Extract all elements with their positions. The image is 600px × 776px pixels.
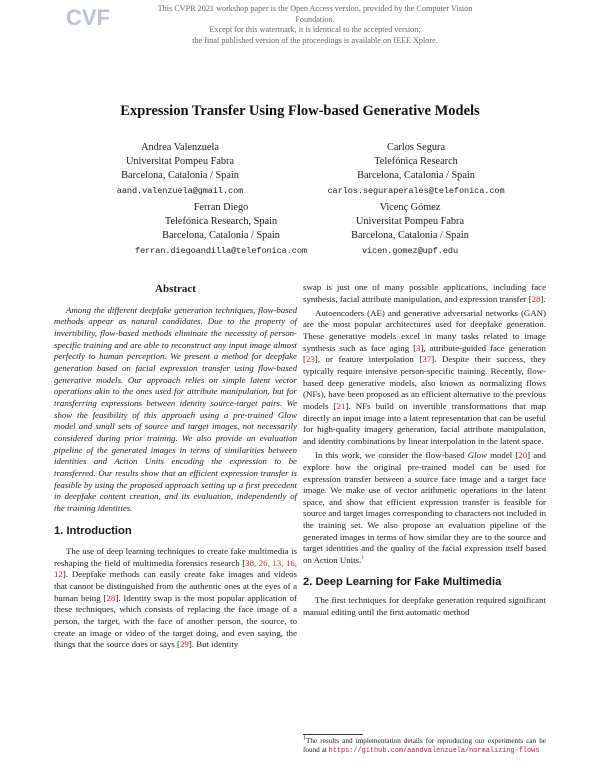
section-heading: 2. Deep Learning for Fake Multimedia (303, 575, 502, 588)
paragraph: The first techniques for deepfake generation required significant manual editing until the first automatic method (303, 595, 546, 618)
citation-link[interactable]: 28 (106, 592, 116, 603)
author-block (60, 141, 300, 198)
text-run: ]. But identity (188, 639, 239, 650)
right-column (303, 282, 546, 621)
author-email[interactable]: carlos.seguraperales@telefonica.com (327, 185, 505, 196)
abstract-heading: Abstract (155, 283, 196, 295)
paragraph (54, 546, 297, 651)
watermark-line: the final published version of the proceedings is available on IEEE Xplore. (192, 35, 438, 45)
author-location: Barcelona, Catalonia / Spain (351, 230, 469, 242)
paragraph (303, 282, 546, 305)
paragraph (303, 308, 546, 448)
author-email[interactable]: vicen.gomez@upf.edu (361, 245, 459, 256)
footnote-text: The results and implementation details for reproducing our experiments can be found at (303, 737, 546, 755)
author-email[interactable]: ferran.diegoandilla@telefonica.com (135, 245, 307, 256)
cvf-logo-icon (66, 6, 110, 28)
footnote (303, 737, 546, 757)
author-location: Barcelona, Catalonia / Spain (162, 230, 280, 242)
text-run: Glow (467, 450, 487, 461)
footnote-mark: 1 (303, 735, 306, 742)
author-location: Barcelona, Catalonia / Spain (357, 170, 475, 182)
text-run: Autoencoders (AE) and generative adversarial networks (GAN) are the most popular architectures used for deepfake generation. These generative models excel in many tasks related to image synthesis such as face aging [ (303, 307, 546, 353)
text-run: ]. Identity swap is the most popular application of these techniques, which consists of replacing the face image of a person, the target, with the face of another person, the source, to create an image or video of the target doing, and even saying, the things that the source does or says [ (54, 592, 297, 650)
paragraph (303, 450, 546, 567)
text-run: In this work, we consider the flow-based (315, 450, 468, 461)
watermark-line: This CVPR 2021 workshop paper is the Open Access version, provided by the Computer Vision Foundation. (157, 4, 473, 24)
author-name: Ferran Diego (193, 202, 249, 213)
text-run: ]. Despite their success, they typically require intensive person-specific training. Recently, flow-based deep generative models, also known as normalizing flows (NFs), have been proposed as an efficient alternative to the previous models [ (303, 354, 546, 412)
watermark (150, 4, 480, 46)
author-affiliation: Universitat Pompeu Fabra (125, 156, 235, 168)
abstract-text: Among the different deepfake generation techniques, flow-based methods appear as natural candidates. Due to the property of invertibility, flow-based methods eliminate the necessity of person-specific training and are able to reconstruct any input image almost perfectly to human perception. We present a method for deepfake generation based on facial expression transfer using flow-based generative models. Our approach relies on simple latent vector operations akin to the ones used for attribute manipulation, but for transferring expressions between identity source-target pairs. We show the feasibility of this approach using a pre-trained Glow model and small sets of source and target images, not necessarily considered during prior training. We also provide an evaluation pipeline of the generated images in terms of similarities between identities and Action Units encoding the expression to be transferred. Our results show that an efficient expression transfer is feasible by using the proposed approach setting up a first precedent in deepfake content creation, and its evaluation, independently of the training identities. (54, 304, 297, 513)
author-name: Andrea Valenzuela (141, 142, 219, 153)
footnote-mark[interactable]: 1 (361, 555, 365, 562)
text-run: The use of deep learning techniques to create fake multimedia is reshaping the field of multimedia forensics research [ (54, 546, 297, 568)
footnote-rule (303, 734, 363, 735)
text-run: swap is just one of many possible applications, including face synthesis, facial attribute manipulation, and expression transfer [ (303, 282, 546, 304)
author-affiliation: Telefónica Research, Spain (164, 216, 278, 228)
citation-link[interactable]: 21 (336, 401, 346, 412)
author-block (296, 141, 536, 198)
citation-link[interactable]: 3 (416, 342, 421, 353)
section-heading: 1. Introduction (54, 525, 132, 538)
cvf-logo-text: CVF (66, 6, 110, 28)
citation-link[interactable]: 29 (180, 639, 189, 650)
author-name: Carlos Segura (386, 142, 446, 153)
author-location: Barcelona, Catalonia / Spain (121, 170, 239, 182)
watermark-line: Except for this watermark, it is identical to the accepted version; (209, 25, 421, 34)
text-run: ]. (540, 293, 546, 304)
citation-link[interactable]: 38, 26, 13, 16, 12 (54, 557, 297, 580)
citation-link[interactable]: 20 (518, 450, 528, 461)
text-run: ], or feature interpolation [ (314, 354, 423, 365)
author-block (290, 201, 530, 258)
author-name: Vicenç Gómez (379, 202, 441, 213)
author-email[interactable]: aand.valenzuela@gmail.com (116, 185, 244, 196)
footnote-url-link[interactable]: https://github.com/aandvalenzuela/normalizing-flows (328, 747, 540, 756)
citation-link[interactable]: 28 (531, 293, 541, 304)
text-run: ] and explore how the original pre-trained model can be used for expression transfer between a source face image and a target face image. We make use of vector arithmetic operations in the latent space, and show that efficient expression transfer is feasible for source and target images corresponding to characters not included in the training set. We also propose an evaluation pipeline of the generated images in terms of how similar they are to the source and target identities and the quality of the facial expression itself based on Action Units. (303, 450, 546, 566)
text-run: ]. Deepfake methods can easily create fake images and videos that cannot be distinguished from the authentic ones at the eyes of a human being [ (54, 569, 297, 603)
paper-title: Expression Transfer Using Flow-based Generative Models (120, 103, 480, 119)
text-run: ], attribute-guided face generation [ (303, 342, 546, 365)
text-run: ]. NFs build on invertible transformations that map directly an input image into a latent representation that can be useful for high-quality imagery generation, facial attribute manipulation, and identity combinations by linear interpolation in the latent space. (303, 401, 547, 447)
author-affiliation: Universitat Pompeu Fabra (355, 216, 465, 228)
text-run: model [ (486, 450, 519, 461)
citation-link[interactable]: 37 (422, 354, 432, 365)
author-affiliation: Telefónica Research (374, 156, 458, 168)
citation-link[interactable]: 23 (305, 354, 315, 365)
left-column (54, 284, 297, 654)
